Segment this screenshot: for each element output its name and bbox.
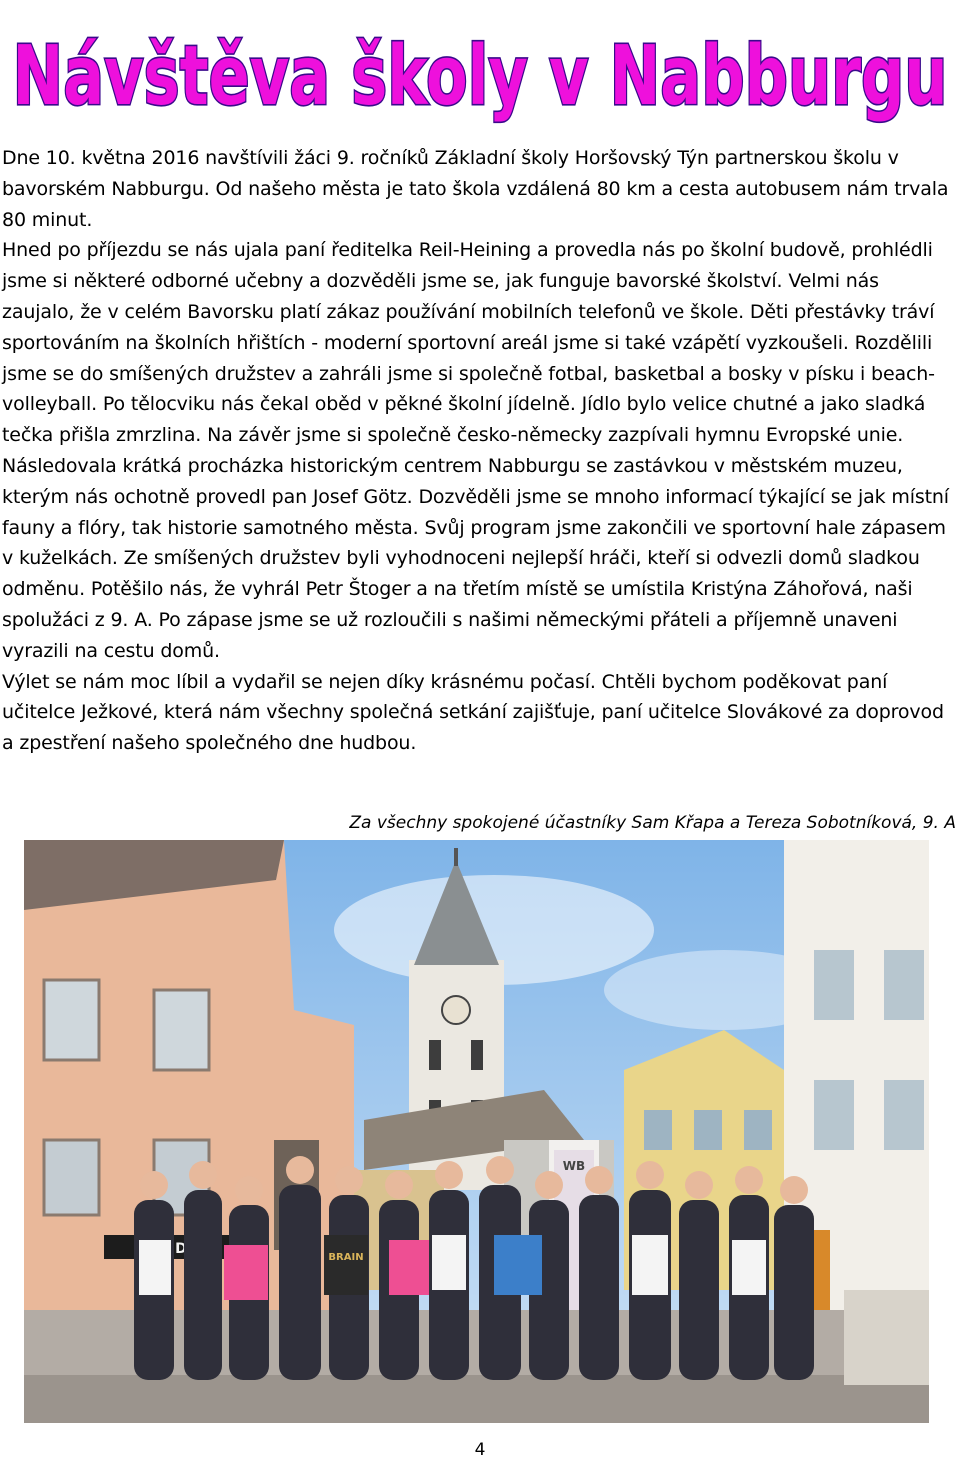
article-paragraph: Výlet se nám moc líbil a vydařil se nejen díky krásnému počasí. Chtěli bychom poděkovat paní učitelce Ježkové, která nám všechny společná setkání zajišťuje, paní učitelce Slovákové za doprovod a zpestření našeho společného dne hudbou.: [2, 670, 944, 755]
article-title: Návštěva školy v Nabburgu: [12, 29, 948, 124]
shirt-text: BRAIN: [328, 1252, 364, 1263]
page-number: 4: [474, 1440, 486, 1460]
article-body: [2, 143, 954, 759]
kiosk-sign: WB: [562, 1159, 586, 1173]
article-signature: Za všechny spokojené účastníky Sam Křapa a Tereza Sobotníková, 9. A: [349, 813, 956, 833]
article-paragraph: Hned po příjezdu se nás ujala paní ředitelka Reil-Heining a provedla nás po školní budově, prohlédli jsme si některé odborné učebny a dozvěděli jsme se, jak funguje bavorské školství. Velmi nás zaujalo, že v celém Bavorsku platí zákaz používání mobilních telefonů ve škole. Děti přestávky tráví sportováním na školních hřištích - moderní sportovní areál jsme si také vzápětí vyzkoušeli. Rozdělili jsme se do smíšených družstev a zahráli jsme si společně fotbal, basketbal a bosky v písku i beach-volleyball. Po tělocviku nás čekal oběd v pěkné školní jídelně. Jídlo bylo velice chutné a jako sladká tečka přišla zmrzlina. Na závěr jsme si společně česko-německy zazpívali hymnu Evropské unie.: [2, 239, 935, 447]
article-paragraph: Následovala krátká procházka historickým centrem Nabburgu se zastávkou v městském muzeu, kterým nás ochotně provedl pan Josef Götz. Dozvěděli jsme se mnoho informací týkající se jak místní fauny a flóry, tak historie samotného města. Svůj program jsme zakončili ve sportovní hale zápasem v kuželkách. Ze smíšených družstev byli vyhodnoceni nejlepší hráči, kteří si odvezli domů sladkou odměnu. Potěšilo nás, že vyhrál Petr Štoger a na třetím místě se umístila Kristýna Záhořová, naši spolužáci z 9. A. Po zápase jsme se už rozloučili s našimi německými přáteli a příjemně unaveni vyrazili na cestu domů.: [2, 454, 949, 662]
group-photo: [24, 840, 929, 1423]
article-paragraph: Dne 10. května 2016 navštívili žáci 9. ročníků Základní školy Horšovský Týn partnerskou školu v bavorském Nabburgu. Od našeho města je tato škola vzdálená 80 km a cesta autobusem nám trvala 80 minut.: [2, 147, 949, 231]
article-title-banner: [0, 0, 960, 140]
